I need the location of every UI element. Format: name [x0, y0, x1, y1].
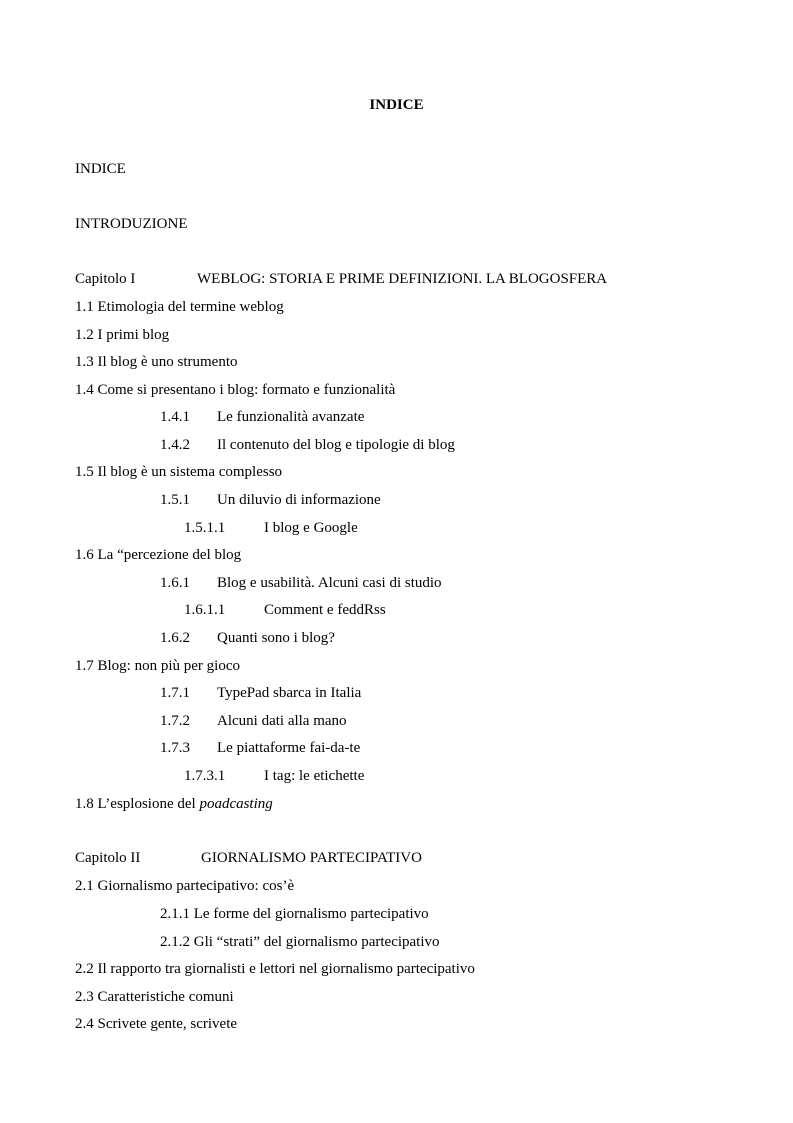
toc-entry-1-5-1-title: Un diluvio di informazione — [217, 492, 381, 508]
chapter-1-label: Capitolo I — [75, 271, 136, 287]
toc-entry-1-8 — [75, 795, 273, 813]
toc-entry-1-8-text: 1.8 L’esplosione del — [75, 796, 196, 812]
toc-entry-indice: INDICE — [75, 161, 126, 177]
toc-entry-1-6-1-title: Blog e usabilità. Alcuni casi di studio — [217, 575, 442, 591]
toc-entry-1-7-2-title: Alcuni dati alla mano — [217, 713, 347, 729]
toc-entry-1-6-2-title: Quanti sono i blog? — [217, 630, 335, 646]
toc-entry-1-7-3-number: 1.7.3 — [160, 740, 190, 756]
page-title: INDICE — [369, 97, 424, 113]
toc-entry-2-1: 2.1 Giornalismo partecipativo: cos’è — [75, 878, 295, 894]
toc-entry-1-5-1-1-number: 1.5.1.1 — [184, 520, 226, 536]
chapter-2-label: Capitolo II — [75, 850, 141, 866]
toc-entry-1-4-1-number: 1.4.1 — [160, 409, 190, 425]
toc-entry-1-6-2-number: 1.6.2 — [160, 630, 190, 646]
toc-entry-1-7-1-number: 1.7.1 — [160, 685, 190, 701]
toc-entry-1-6: 1.6 La “percezione del blog — [75, 547, 242, 563]
toc-entry-1-5: 1.5 Il blog è un sistema complesso — [75, 464, 283, 480]
toc-entry-1-7-1-title: TypePad sbarca in Italia — [217, 685, 362, 701]
toc-entry-1-1: 1.1 Etimologia del termine weblog — [75, 299, 284, 315]
toc-entry-1-4-2-number: 1.4.2 — [160, 437, 190, 453]
toc-entry-2-1-1: 2.1.1 Le forme del giornalismo partecipativo — [160, 906, 429, 922]
toc-entry-1-4-1-title: Le funzionalità avanzate — [217, 409, 365, 425]
toc-entry-1-7-3-1-number: 1.7.3.1 — [184, 768, 226, 784]
toc-entry-2-2: 2.2 Il rapporto tra giornalisti e lettori nel giornalismo partecipativo — [75, 961, 475, 977]
toc-entry-2-3: 2.3 Caratteristiche comuni — [75, 989, 234, 1005]
toc-entry-1-6-1-1-title: Comment e feddRss — [264, 602, 386, 618]
toc-entry-1-7-3-title: Le piattaforme fai-da-te — [217, 740, 361, 756]
toc-entry-2-1-2: 2.1.2 Gli “strati” del giornalismo partecipativo — [160, 934, 440, 950]
toc-entry-2-4: 2.4 Scrivete gente, scrivete — [75, 1016, 238, 1032]
toc-entry-1-2: 1.2 I primi blog — [75, 327, 170, 343]
toc-entry-1-7: 1.7 Blog: non più per gioco — [75, 658, 240, 674]
toc-entry-1-8-italic: poadcasting — [199, 796, 273, 812]
toc-entry-1-3: 1.3 Il blog è uno strumento — [75, 354, 238, 370]
chapter-1-title: WEBLOG: STORIA E PRIME DEFINIZIONI. LA BLOGOSFERA — [197, 271, 608, 287]
toc-entry-1-5-1-number: 1.5.1 — [160, 492, 190, 508]
toc-entry-introduzione: INTRODUZIONE — [75, 216, 188, 232]
chapter-2-title: GIORNALISMO PARTECIPATIVO — [201, 850, 422, 866]
toc-entry-1-4-2-title: Il contenuto del blog e tipologie di blog — [217, 437, 455, 453]
toc-entry-1-5-1-1-title: I blog e Google — [264, 520, 358, 536]
toc-entry-1-6-1-1-number: 1.6.1.1 — [184, 602, 226, 618]
toc-entry-1-6-1-number: 1.6.1 — [160, 575, 190, 591]
toc-entry-1-4: 1.4 Come si presentano i blog: formato e funzionalità — [75, 382, 396, 398]
toc-entry-1-7-2-number: 1.7.2 — [160, 713, 190, 729]
toc-entry-1-7-3-1-title: I tag: le etichette — [264, 768, 365, 784]
